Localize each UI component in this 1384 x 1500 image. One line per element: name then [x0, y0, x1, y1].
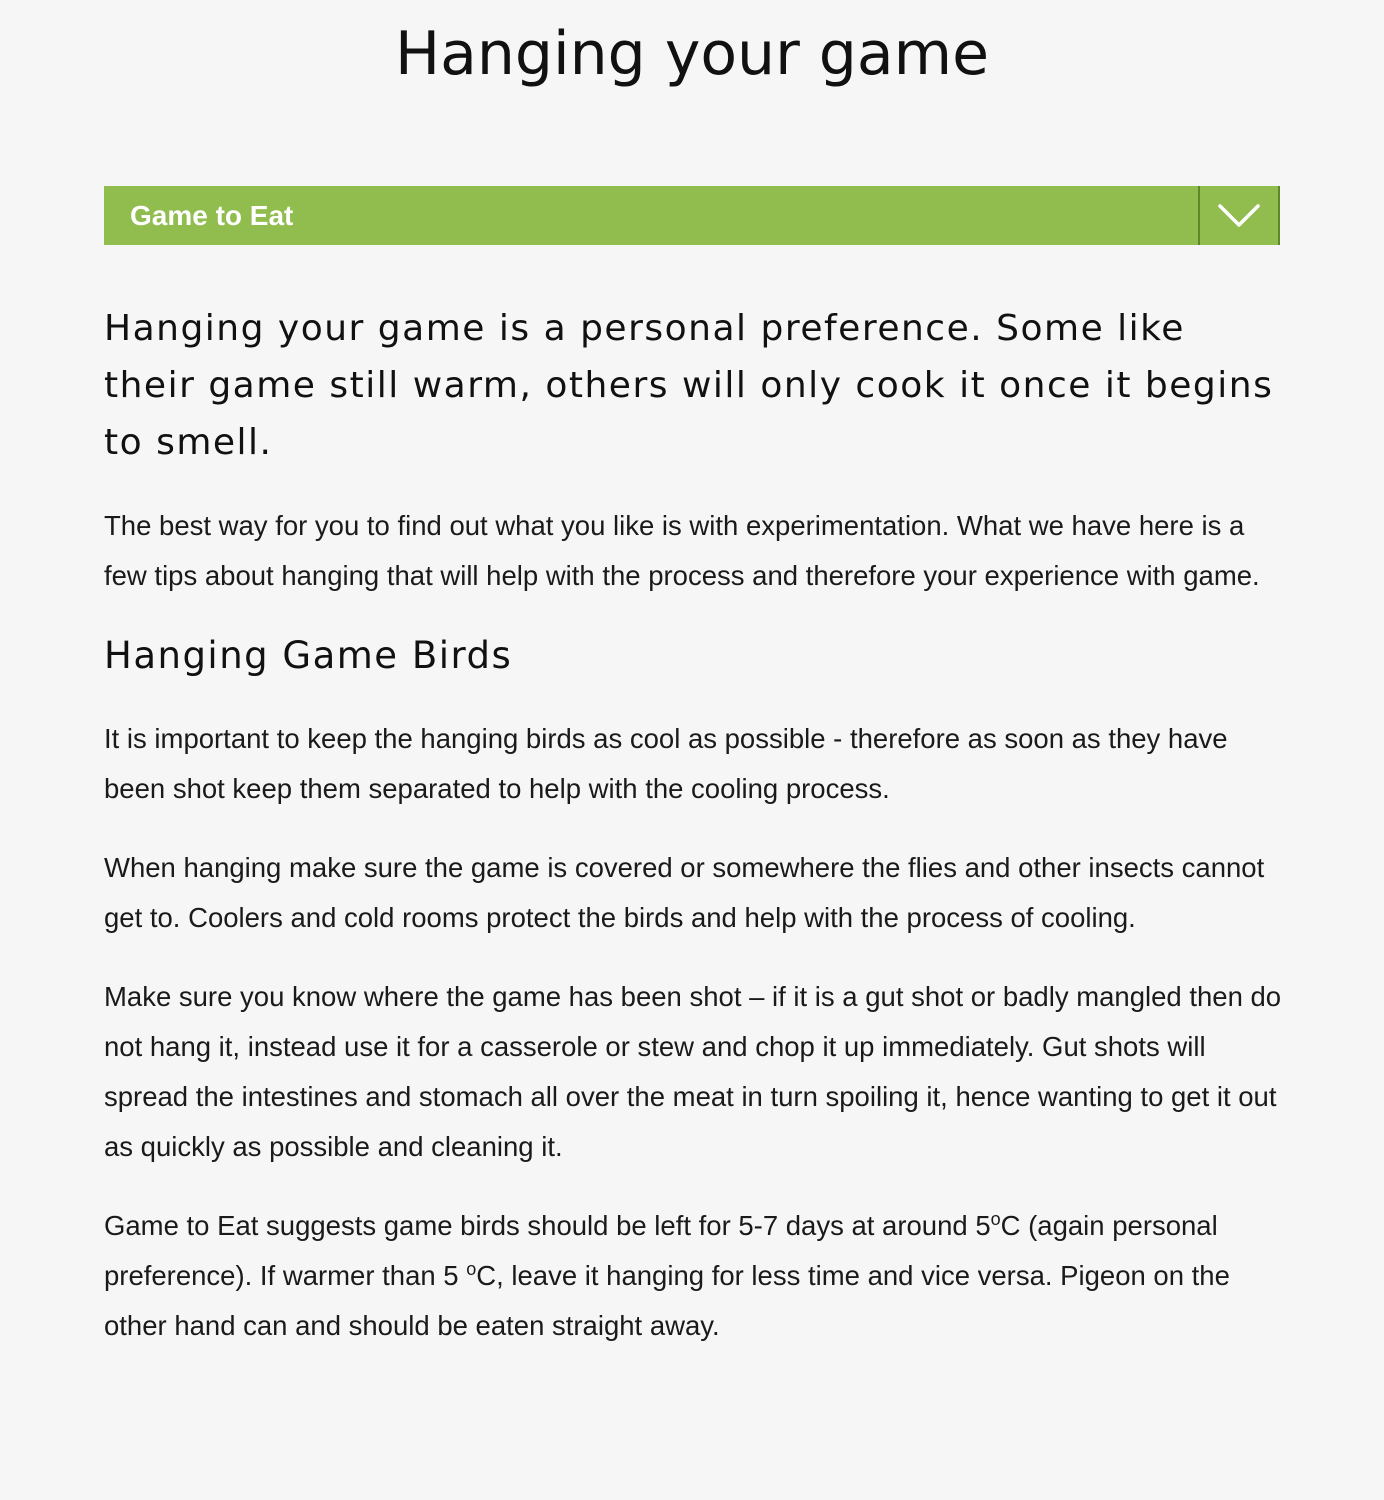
- chevron-down-icon: [1217, 203, 1261, 229]
- page-title: Hanging your game: [394, 19, 990, 89]
- intro-paragraph: The best way for you to find out what you like is with experimentation. What we have here is a few tips about hanging that will help with the process and therefore your experience with game.: [104, 510, 1260, 591]
- hanging-time-text-3: C, leave it hanging for less time and vice versa. Pigeon on the other hand can and should be eaten straight away.: [104, 1260, 1230, 1341]
- category-dropdown[interactable]: [104, 186, 1280, 245]
- section-heading: Hanging Game Birds: [104, 634, 513, 677]
- article-content: [104, 300, 1284, 1380]
- dropdown-selected-label: Game to Eat: [130, 199, 294, 231]
- hanging-time-text-1: Game to Eat suggests game birds should be left for 5-7 days at around 5: [104, 1210, 991, 1241]
- degree-symbol: o: [466, 1258, 477, 1279]
- hanging-time-text-2: C (again personal preference). If warmer than 5: [104, 1210, 1218, 1291]
- paragraph-covering: When hanging make sure the game is covered or somewhere the flies and other insects cannot get to. Coolers and cold rooms protect the birds and help with the process of cooling.: [104, 852, 1265, 933]
- lead-paragraph: Hanging your game is a personal preference. Some like their game still warm, others will only cook it once it begins to smell.: [104, 308, 1274, 463]
- paragraph-cooling: It is important to keep the hanging birds as cool as possible - therefore as soon as they have been shot keep them separated to help with the cooling process.: [104, 723, 1228, 804]
- paragraph-gut-shots: Make sure you know where the game has been shot – if it is a gut shot or badly mangled then do not hang it, instead use it for a casserole or stew and chop it up immediately. Gut shots will spread the intestines and stomach all over the meat in turn spoiling it, hence wanting to get it out as quickly as possible and cleaning it.: [104, 981, 1282, 1162]
- dropdown-toggle-button[interactable]: [1198, 186, 1280, 245]
- paragraph-hanging-time: [104, 1201, 1284, 1351]
- degree-symbol: o: [990, 1208, 1001, 1229]
